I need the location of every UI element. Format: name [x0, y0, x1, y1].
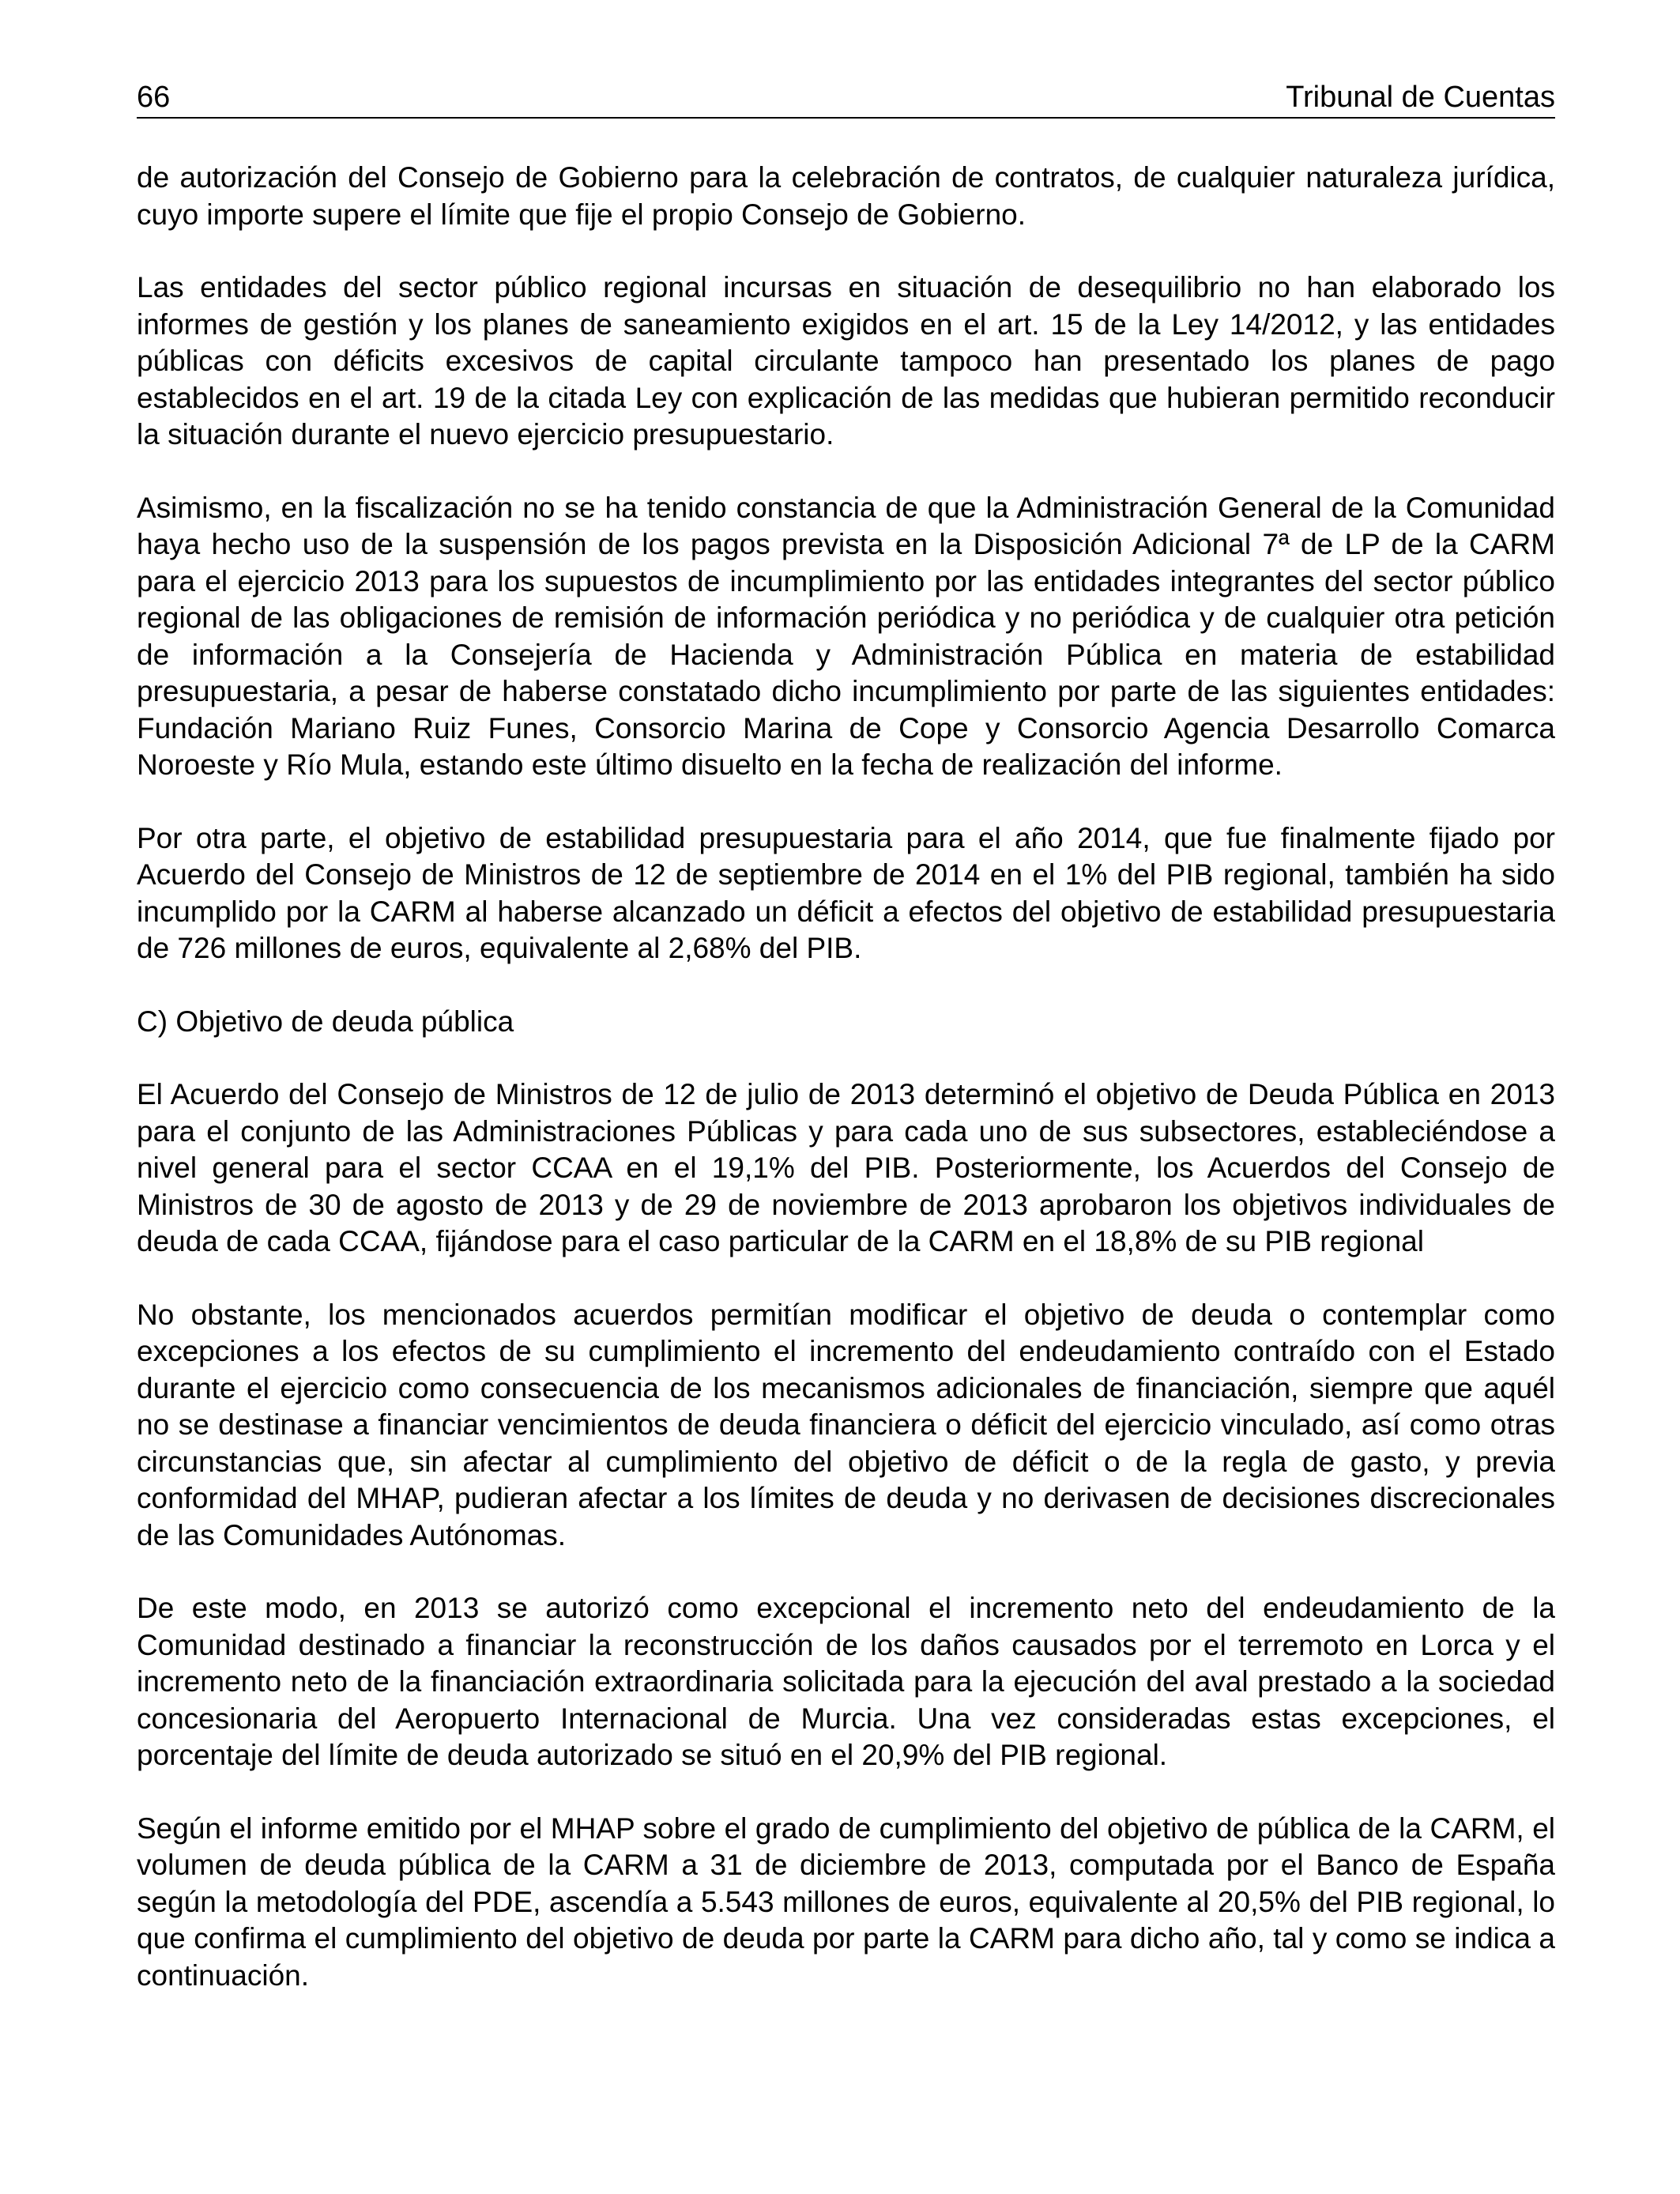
paragraph-debt-objective-agreement: El Acuerdo del Consejo de Ministros de 12 de julio de 2013 determinó el objetivo de Deuda Pública en 2013 para el conjunto de las Administraciones Públicas y para cada uno de sus subsectores, estableciéndose a nivel general para el sector CCAA en el 19,1% del PIB. Posteriormente, los Acuerdos del Consejo de Ministros de 30 de agosto de 2013 y de 29 de noviembre de 2013 aprobaron los objetivos individuales de deuda de cada CCAA, fijándose para el caso particular de la CARM en el 18,8% de su PIB regional — [137, 1078, 1555, 1257]
paragraph-stability-objective-2014: Por otra parte, el objetivo de estabilidad presupuestaria para el año 2014, que fue finalmente fijado por Acuerdo del Consejo de Ministros de 12 de septiembre de 2014 en el 1% del PIB regional, también ha sido incumplido por la CARM al haberse alcanzado un déficit a efectos del objetivo de estabilidad presupuestaria de 726 millones de euros, equivalente al 2,68% del PIB. — [137, 821, 1555, 964]
page-number: 66 — [137, 81, 171, 114]
paragraph-debt-compliance: Según el informe emitido por el MHAP sobre el grado de cumplimiento del objetivo de pública de la CARM, el volumen de deuda pública de la CARM a 31 de diciembre de 2013, computada por el Banco de España según la metodología del PDE, ascendía a 5.543 millones de euros, equivalente al 20,5% del PIB regional, lo que confirma el cumplimiento del objetivo de deuda por parte la CARM para dicho año, tal y como se indica a continuación. — [137, 1811, 1555, 1992]
paragraph-authorized-exceptions: De este modo, en 2013 se autorizó como excepcional el incremento neto del endeudamiento de la Comunidad destinado a financiar la reconstrucción de los daños causados por el terremoto en Lorca y el incremento neto de la financiación extraordinaria solicitada para la ejecución del aval prestado a la sociedad concesionaria del Aeropuerto Internacional de Murcia. Una vez consideradas estas excepciones, el porcentaje del límite de deuda autorizado se situó en el 20,9% del PIB regional. — [137, 1592, 1555, 1771]
paragraph-payment-suspension: Asimismo, en la fiscalización no se ha tenido constancia de que la Administración General de la Comunidad haya hecho uso de la suspensión de los pagos prevista en la Disposición Adicional 7ª de LP de la CARM para el ejercicio 2013 para los supuestos de incumplimiento por las entidades integrantes del sector público regional de las obligaciones de remisión de información periódica y no periódica y de cualquier otra petición de información a la Consejería de Hacienda y Administración Pública en materia de estabilidad presupuestaria, a pesar de haberse constatado dicho incumplimiento por parte de las siguientes entidades: Fundación Mariano Ruiz Funes, Consorcio Marina de Cope y Consorcio Agencia Desarrollo Comarca Noroeste y Río Mula, estando este último disuelto en la fecha de realización del informe. — [137, 491, 1555, 781]
paragraph-contract-authorization: de autorización del Consejo de Gobierno para la celebración de contratos, de cualquier naturaleza jurídica, cuyo importe supere el límite que fije el propio Consejo de Gobierno. — [137, 161, 1555, 231]
document-body — [137, 160, 1555, 2030]
page-header — [137, 77, 1555, 119]
section-heading-debt-objective: C) Objetivo de deuda pública — [137, 1005, 514, 1038]
paragraph-debt-exceptions: No obstante, los mencionados acuerdos permitían modificar el objetivo de deuda o contemplar como excepciones a los efectos de su cumplimiento el incremento del endeudamiento contraído con el Estado durante el ejercicio como consecuencia de los mecanismos adicionales de financiación, siempre que aquél no se destinase a financiar vencimientos de deuda financiera o déficit del ejercicio vinculado, así como otras circunstancias que, sin afectar al cumplimiento del objetivo de déficit o de la regla de gasto, y previa conformidad del MHAP, pudieran afectar a los límites de deuda y no derivasen de decisiones discrecionales de las Comunidades Autónomas. — [137, 1298, 1555, 1551]
running-title: Tribunal de Cuentas — [1286, 81, 1555, 114]
document-page — [137, 0, 1555, 2194]
paragraph-sanitation-plans: Las entidades del sector público regional incursas en situación de desequilibrio no han elaborado los informes de gestión y los planes de saneamiento exigidos en el art. 15 de la Ley 14/2012, y las entidades públicas con déficits excesivos de capital circulante tampoco han presentado los planes de pago establecidos en el art. 19 de la citada Ley con explicación de las medidas que hubieran permitido reconducir la situación durante el nuevo ejercicio presupuestario. — [137, 271, 1555, 450]
